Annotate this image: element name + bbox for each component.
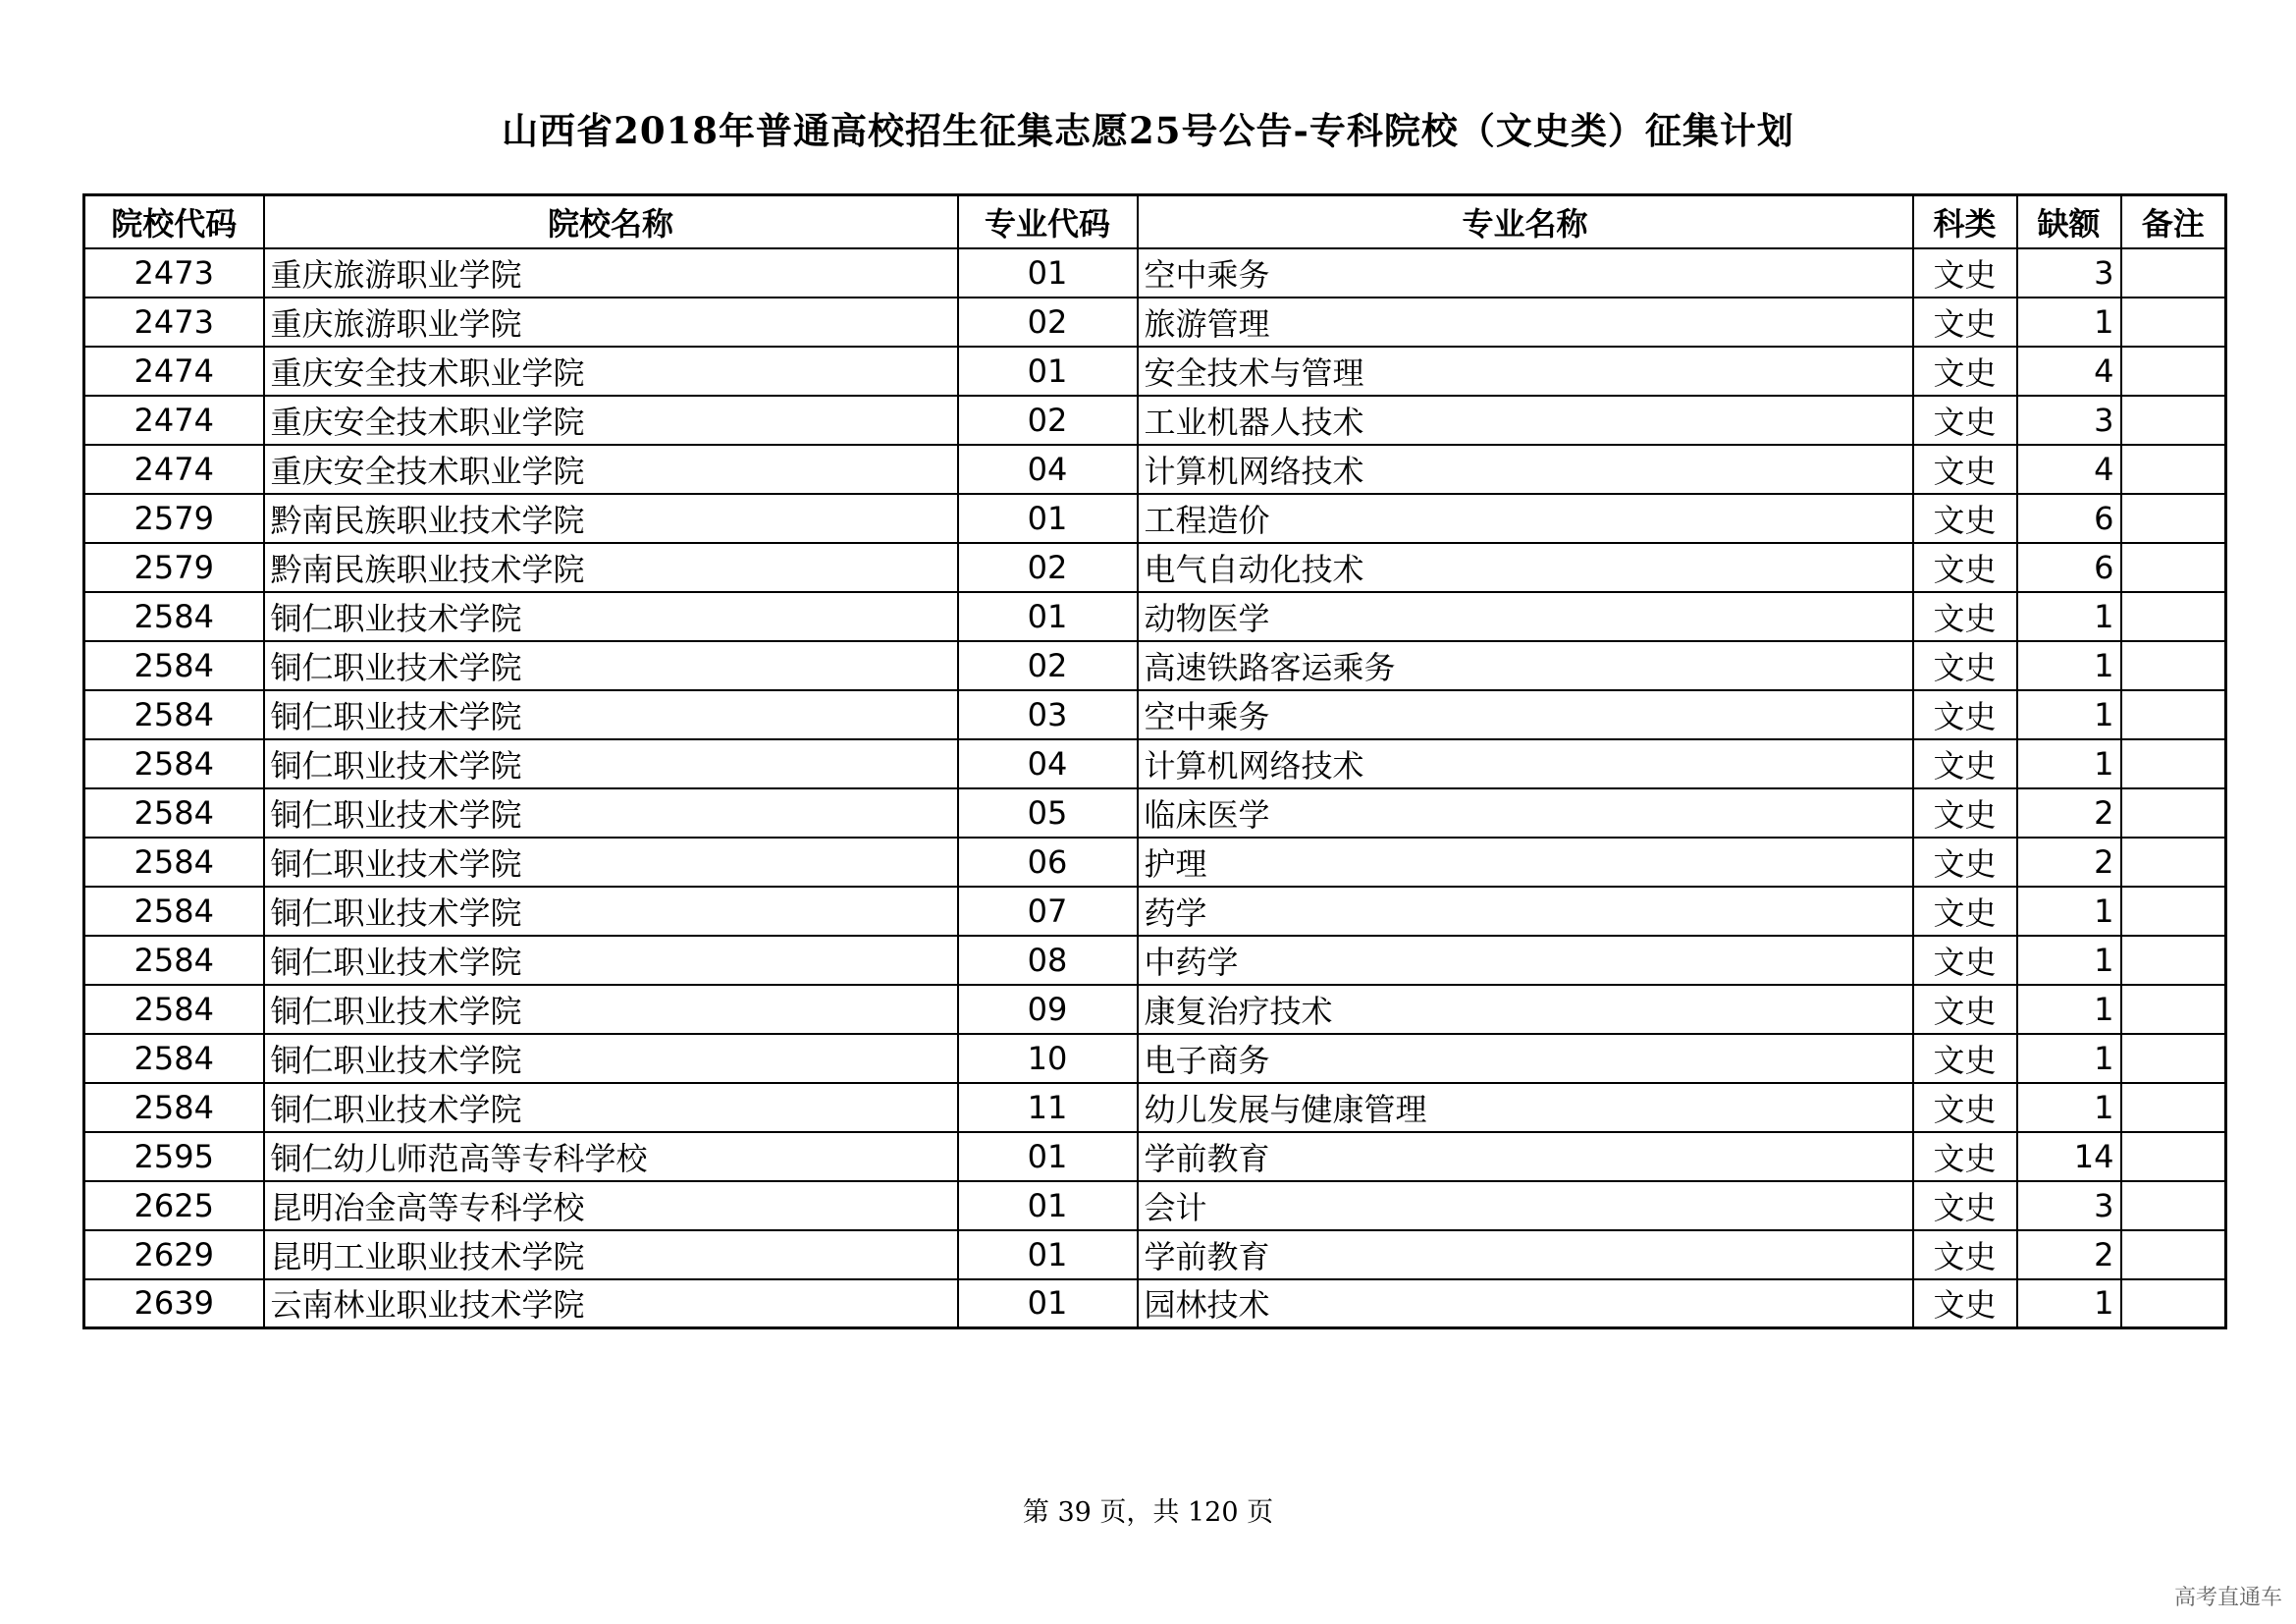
table-row bbox=[84, 887, 2226, 936]
cell-school-code: 2584 bbox=[84, 592, 264, 641]
cell-major-name: 电子商务 bbox=[1138, 1034, 1913, 1083]
cell-school-code: 2595 bbox=[84, 1132, 264, 1181]
cell-note bbox=[2121, 887, 2226, 936]
cell-major-name: 康复治疗技术 bbox=[1138, 985, 1913, 1034]
cell-school-name: 铜仁职业技术学院 bbox=[264, 936, 958, 985]
cell-category: 文史 bbox=[1913, 1034, 2017, 1083]
cell-school-name: 昆明冶金高等专科学校 bbox=[264, 1181, 958, 1230]
table-row bbox=[84, 592, 2226, 641]
cell-school-code: 2473 bbox=[84, 298, 264, 347]
cell-school-code: 2473 bbox=[84, 248, 264, 298]
table-row bbox=[84, 543, 2226, 592]
cell-note bbox=[2121, 739, 2226, 788]
cell-school-name: 铜仁职业技术学院 bbox=[264, 838, 958, 887]
cell-school-name: 重庆旅游职业学院 bbox=[264, 248, 958, 298]
cell-category: 文史 bbox=[1913, 690, 2017, 739]
table-header-row bbox=[84, 195, 2226, 248]
cell-major-name: 计算机网络技术 bbox=[1138, 445, 1913, 494]
cell-vacancy: 2 bbox=[2017, 788, 2121, 838]
cell-category: 文史 bbox=[1913, 838, 2017, 887]
cell-school-code: 2639 bbox=[84, 1279, 264, 1328]
cell-vacancy: 3 bbox=[2017, 1181, 2121, 1230]
cell-vacancy: 1 bbox=[2017, 936, 2121, 985]
cell-school-name: 重庆安全技术职业学院 bbox=[264, 347, 958, 396]
cell-category: 文史 bbox=[1913, 445, 2017, 494]
cell-major-code: 02 bbox=[958, 543, 1138, 592]
cell-category: 文史 bbox=[1913, 248, 2017, 298]
cell-major-name: 电气自动化技术 bbox=[1138, 543, 1913, 592]
cell-note bbox=[2121, 248, 2226, 298]
cell-major-code: 01 bbox=[958, 1230, 1138, 1279]
cell-school-code: 2584 bbox=[84, 641, 264, 690]
cell-school-code: 2584 bbox=[84, 1083, 264, 1132]
cell-note bbox=[2121, 641, 2226, 690]
table-row bbox=[84, 1230, 2226, 1279]
cell-vacancy: 1 bbox=[2017, 1279, 2121, 1328]
enrollment-plan-table bbox=[82, 193, 2227, 1329]
table-row bbox=[84, 985, 2226, 1034]
cell-school-name: 铜仁职业技术学院 bbox=[264, 887, 958, 936]
header-major-code: 专业代码 bbox=[958, 195, 1138, 248]
cell-major-name: 空中乘务 bbox=[1138, 248, 1913, 298]
cell-school-name: 铜仁职业技术学院 bbox=[264, 690, 958, 739]
cell-major-code: 01 bbox=[958, 347, 1138, 396]
cell-note bbox=[2121, 1230, 2226, 1279]
cell-note bbox=[2121, 1034, 2226, 1083]
header-vacancy: 缺额 bbox=[2017, 195, 2121, 248]
cell-note bbox=[2121, 396, 2226, 445]
cell-vacancy: 1 bbox=[2017, 985, 2121, 1034]
table-row bbox=[84, 838, 2226, 887]
cell-major-code: 11 bbox=[958, 1083, 1138, 1132]
cell-category: 文史 bbox=[1913, 543, 2017, 592]
cell-category: 文史 bbox=[1913, 592, 2017, 641]
cell-school-code: 2584 bbox=[84, 1034, 264, 1083]
table-row bbox=[84, 1279, 2226, 1328]
cell-category: 文史 bbox=[1913, 396, 2017, 445]
table-row bbox=[84, 739, 2226, 788]
cell-note bbox=[2121, 347, 2226, 396]
cell-school-name: 铜仁职业技术学院 bbox=[264, 592, 958, 641]
cell-category: 文史 bbox=[1913, 494, 2017, 543]
table-row bbox=[84, 248, 2226, 298]
cell-note bbox=[2121, 494, 2226, 543]
cell-category: 文史 bbox=[1913, 739, 2017, 788]
cell-vacancy: 4 bbox=[2017, 445, 2121, 494]
table-row bbox=[84, 641, 2226, 690]
cell-school-code: 2629 bbox=[84, 1230, 264, 1279]
cell-note bbox=[2121, 838, 2226, 887]
cell-major-name: 计算机网络技术 bbox=[1138, 739, 1913, 788]
cell-major-code: 02 bbox=[958, 641, 1138, 690]
cell-school-name: 黔南民族职业技术学院 bbox=[264, 494, 958, 543]
table-row bbox=[84, 690, 2226, 739]
cell-major-name: 护理 bbox=[1138, 838, 1913, 887]
cell-major-name: 工业机器人技术 bbox=[1138, 396, 1913, 445]
cell-major-name: 工程造价 bbox=[1138, 494, 1913, 543]
cell-category: 文史 bbox=[1913, 936, 2017, 985]
table-row bbox=[84, 347, 2226, 396]
cell-school-code: 2474 bbox=[84, 396, 264, 445]
cell-school-code: 2584 bbox=[84, 739, 264, 788]
cell-major-name: 动物医学 bbox=[1138, 592, 1913, 641]
table-row bbox=[84, 936, 2226, 985]
cell-school-code: 2474 bbox=[84, 445, 264, 494]
cell-vacancy: 1 bbox=[2017, 1083, 2121, 1132]
cell-note bbox=[2121, 690, 2226, 739]
cell-school-code: 2579 bbox=[84, 543, 264, 592]
cell-category: 文史 bbox=[1913, 985, 2017, 1034]
cell-note bbox=[2121, 445, 2226, 494]
cell-major-code: 08 bbox=[958, 936, 1138, 985]
cell-major-name: 旅游管理 bbox=[1138, 298, 1913, 347]
header-category: 科类 bbox=[1913, 195, 2017, 248]
table-row bbox=[84, 445, 2226, 494]
cell-school-name: 铜仁幼儿师范高等专科学校 bbox=[264, 1132, 958, 1181]
cell-school-code: 2579 bbox=[84, 494, 264, 543]
cell-note bbox=[2121, 1181, 2226, 1230]
cell-school-code: 2584 bbox=[84, 985, 264, 1034]
cell-school-name: 铜仁职业技术学院 bbox=[264, 1083, 958, 1132]
cell-major-code: 01 bbox=[958, 248, 1138, 298]
header-school-name: 院校名称 bbox=[264, 195, 958, 248]
cell-vacancy: 1 bbox=[2017, 739, 2121, 788]
cell-vacancy: 1 bbox=[2017, 592, 2121, 641]
cell-school-name: 云南林业职业技术学院 bbox=[264, 1279, 958, 1328]
cell-vacancy: 6 bbox=[2017, 543, 2121, 592]
cell-vacancy: 1 bbox=[2017, 887, 2121, 936]
table-row bbox=[84, 788, 2226, 838]
table-row bbox=[84, 396, 2226, 445]
cell-vacancy: 2 bbox=[2017, 1230, 2121, 1279]
cell-major-code: 09 bbox=[958, 985, 1138, 1034]
cell-major-name: 会计 bbox=[1138, 1181, 1913, 1230]
cell-major-name: 安全技术与管理 bbox=[1138, 347, 1913, 396]
cell-major-name: 中药学 bbox=[1138, 936, 1913, 985]
cell-major-code: 02 bbox=[958, 396, 1138, 445]
cell-note bbox=[2121, 1083, 2226, 1132]
cell-major-name: 药学 bbox=[1138, 887, 1913, 936]
cell-school-name: 铜仁职业技术学院 bbox=[264, 641, 958, 690]
page-title: 山西省2018年普通高校招生征集志愿25号公告-专科院校（文史类）征集计划 bbox=[502, 109, 1794, 152]
cell-major-code: 01 bbox=[958, 1132, 1138, 1181]
cell-school-code: 2625 bbox=[84, 1181, 264, 1230]
cell-school-code: 2584 bbox=[84, 838, 264, 887]
cell-school-code: 2584 bbox=[84, 887, 264, 936]
cell-note bbox=[2121, 592, 2226, 641]
cell-major-code: 10 bbox=[958, 1034, 1138, 1083]
cell-school-name: 昆明工业职业技术学院 bbox=[264, 1230, 958, 1279]
cell-major-name: 空中乘务 bbox=[1138, 690, 1913, 739]
cell-note bbox=[2121, 543, 2226, 592]
cell-school-code: 2584 bbox=[84, 936, 264, 985]
page-number: 第 39 页，共 120 页 bbox=[1022, 1497, 1274, 1528]
cell-major-code: 01 bbox=[958, 1279, 1138, 1328]
cell-category: 文史 bbox=[1913, 1083, 2017, 1132]
cell-major-code: 06 bbox=[958, 838, 1138, 887]
cell-note bbox=[2121, 788, 2226, 838]
cell-category: 文史 bbox=[1913, 788, 2017, 838]
cell-school-name: 黔南民族职业技术学院 bbox=[264, 543, 958, 592]
cell-vacancy: 1 bbox=[2017, 1034, 2121, 1083]
watermark: 高考直通车 bbox=[2173, 1586, 2282, 1610]
cell-vacancy: 4 bbox=[2017, 347, 2121, 396]
table-row bbox=[84, 494, 2226, 543]
cell-major-code: 05 bbox=[958, 788, 1138, 838]
header-school-code: 院校代码 bbox=[84, 195, 264, 248]
cell-category: 文史 bbox=[1913, 641, 2017, 690]
table-body bbox=[84, 248, 2226, 1328]
cell-category: 文史 bbox=[1913, 347, 2017, 396]
cell-note bbox=[2121, 936, 2226, 985]
cell-category: 文史 bbox=[1913, 1279, 2017, 1328]
cell-school-code: 2584 bbox=[84, 690, 264, 739]
cell-major-code: 03 bbox=[958, 690, 1138, 739]
cell-vacancy: 1 bbox=[2017, 641, 2121, 690]
cell-major-code: 04 bbox=[958, 445, 1138, 494]
cell-major-code: 02 bbox=[958, 298, 1138, 347]
table-row bbox=[84, 1181, 2226, 1230]
cell-school-name: 铜仁职业技术学院 bbox=[264, 788, 958, 838]
cell-vacancy: 3 bbox=[2017, 396, 2121, 445]
cell-school-name: 铜仁职业技术学院 bbox=[264, 739, 958, 788]
header-major-name: 专业名称 bbox=[1138, 195, 1913, 248]
cell-school-name: 重庆旅游职业学院 bbox=[264, 298, 958, 347]
cell-major-name: 幼儿发展与健康管理 bbox=[1138, 1083, 1913, 1132]
cell-major-code: 07 bbox=[958, 887, 1138, 936]
table-row bbox=[84, 1132, 2226, 1181]
cell-vacancy: 1 bbox=[2017, 298, 2121, 347]
cell-category: 文史 bbox=[1913, 1181, 2017, 1230]
cell-major-code: 01 bbox=[958, 494, 1138, 543]
cell-major-code: 04 bbox=[958, 739, 1138, 788]
header-note: 备注 bbox=[2121, 195, 2226, 248]
cell-vacancy: 2 bbox=[2017, 838, 2121, 887]
table-row bbox=[84, 298, 2226, 347]
cell-vacancy: 1 bbox=[2017, 690, 2121, 739]
cell-vacancy: 14 bbox=[2017, 1132, 2121, 1181]
cell-school-code: 2584 bbox=[84, 788, 264, 838]
cell-major-name: 园林技术 bbox=[1138, 1279, 1913, 1328]
cell-school-code: 2474 bbox=[84, 347, 264, 396]
table-row bbox=[84, 1034, 2226, 1083]
cell-major-name: 学前教育 bbox=[1138, 1230, 1913, 1279]
cell-note bbox=[2121, 298, 2226, 347]
cell-category: 文史 bbox=[1913, 1230, 2017, 1279]
cell-note bbox=[2121, 1132, 2226, 1181]
cell-major-name: 学前教育 bbox=[1138, 1132, 1913, 1181]
cell-school-name: 铜仁职业技术学院 bbox=[264, 1034, 958, 1083]
cell-note bbox=[2121, 985, 2226, 1034]
cell-major-code: 01 bbox=[958, 592, 1138, 641]
cell-category: 文史 bbox=[1913, 1132, 2017, 1181]
cell-school-name: 重庆安全技术职业学院 bbox=[264, 396, 958, 445]
cell-note bbox=[2121, 1279, 2226, 1328]
cell-major-code: 01 bbox=[958, 1181, 1138, 1230]
cell-category: 文史 bbox=[1913, 887, 2017, 936]
cell-major-name: 高速铁路客运乘务 bbox=[1138, 641, 1913, 690]
table-row bbox=[84, 1083, 2226, 1132]
cell-major-name: 临床医学 bbox=[1138, 788, 1913, 838]
cell-vacancy: 3 bbox=[2017, 248, 2121, 298]
cell-school-name: 铜仁职业技术学院 bbox=[264, 985, 958, 1034]
cell-vacancy: 6 bbox=[2017, 494, 2121, 543]
cell-school-name: 重庆安全技术职业学院 bbox=[264, 445, 958, 494]
cell-category: 文史 bbox=[1913, 298, 2017, 347]
